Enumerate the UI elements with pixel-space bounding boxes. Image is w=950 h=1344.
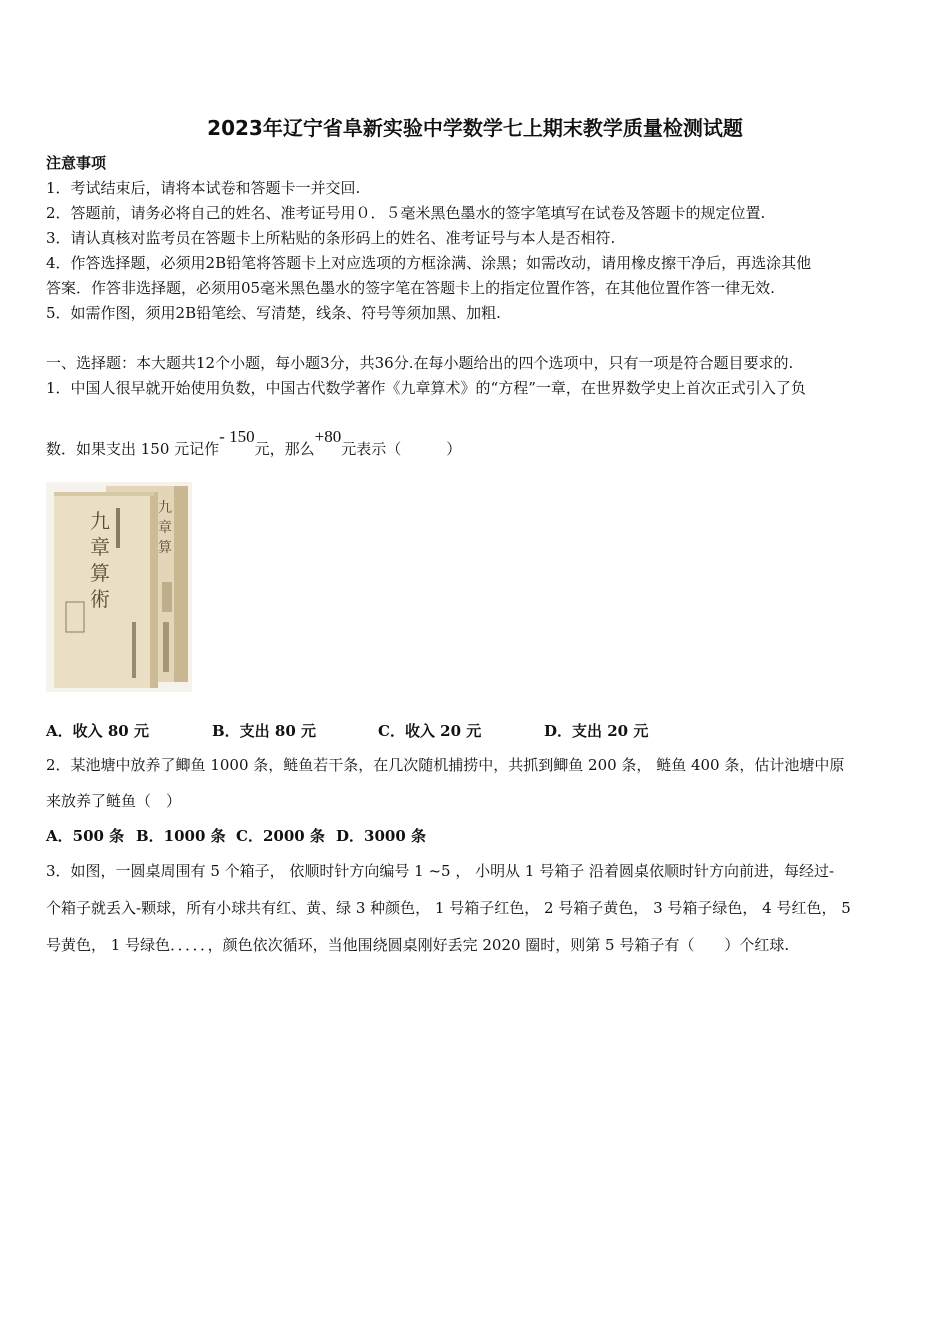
question-1-line-2 bbox=[46, 427, 462, 459]
svg-text:算: 算 bbox=[158, 540, 172, 556]
calligraphy-mark: 九 bbox=[90, 509, 110, 533]
section-heading: 一、选择题：本大题共12个小题，每小题3分，共36分.在每小题给出的四个选项中，只有一项是符合题目要求的. bbox=[46, 354, 794, 372]
option-c[interactable]: C．2000 条 bbox=[236, 827, 325, 845]
question-3-line-3: 号黄色， 1 号绿色．．．．．，颜色依次循环，当他围绕圆桌刚好丢完 2020 圈时，则第 5 号箱子有（ ）个红球. bbox=[46, 936, 790, 954]
math-expression-positive: +80 bbox=[314, 427, 342, 446]
option-a[interactable]: A．收入 80 元 bbox=[46, 722, 149, 740]
question-2-line-1: 2．某池塘中放养了鲫鱼 1000 条，鲢鱼若干条，在几次随机捕捞中，共抓到鲫鱼 200 条， 鲢鱼 400 条，估计池塘中原 bbox=[46, 756, 845, 774]
question-1-text-a: 数．如果支出 150 元记作 bbox=[46, 440, 220, 458]
question-2-options bbox=[46, 825, 426, 846]
option-d[interactable]: D．支出 20 元 bbox=[544, 722, 649, 740]
svg-text:算: 算 bbox=[90, 561, 110, 585]
notice-item: 3．请认真核对监考员在答题卡上所粘贴的条形码上的姓名、准考证号与本人是否相符. bbox=[46, 229, 616, 247]
svg-text:章: 章 bbox=[90, 535, 110, 559]
option-b[interactable]: B．支出 80 元 bbox=[212, 722, 316, 740]
math-expression-negative: - 150 bbox=[219, 427, 255, 446]
option-a[interactable]: A．500 条 bbox=[46, 827, 125, 845]
notice-item: 4．作答选择题，必须用2B铅笔将答题卡上对应选项的方框涂满、涂黑；如需改动，请用橡皮擦干净后，再选涂其他 bbox=[46, 254, 812, 272]
svg-text:章: 章 bbox=[158, 520, 172, 536]
notice-item: 2．答题前，请务必将自己的姓名、准考证号用０．５毫米黑色墨水的签字笔填写在试卷及答题卡的规定位置. bbox=[46, 204, 766, 222]
notice-item: 1．考试结束后，请将本试卷和答题卡一并交回. bbox=[46, 179, 361, 197]
notice-item: 5．如需作图，须用2B铅笔绘、写清楚，线条、符号等须加黑、加粗. bbox=[46, 304, 501, 322]
question-1-text-c: 元表示（ ） bbox=[341, 440, 462, 458]
svg-text:九: 九 bbox=[158, 500, 172, 516]
option-c[interactable]: C．收入 20 元 bbox=[378, 722, 482, 740]
exam-title: 2023年辽宁省阜新实验中学数学七上期末教学质量检测试题 bbox=[207, 116, 743, 140]
question-1-options bbox=[46, 720, 648, 741]
question-1-line-1: 1．中国人很早就开始使用负数，中国古代数学著作《九章算术》的“方程”一章，在世界数学史上首次正式引入了负 bbox=[46, 379, 806, 397]
question-3-line-2: 个箱子就丢入-颗球，所有小球共有红、黄、绿 3 种颜色， 1 号箱子红色， 2 号箱子黄色， 3 号箱子绿色， 4 号红色， 5 bbox=[46, 899, 851, 917]
notice-item: 答案．作答非选择题，必须用05毫米黑色墨水的签字笔在答题卡上的指定位置作答，在其他位置作答一律无效. bbox=[46, 279, 775, 297]
svg-text:術: 術 bbox=[90, 587, 110, 611]
question-3-line-1: 3．如图，一圆桌周围有 5 个箱子， 依顺时针方向编号 1 ~5 ， 小明从 1 号箱子 沿着圆桌依顺时针方向前进，每经过- bbox=[46, 862, 835, 880]
option-d[interactable]: D．3000 条 bbox=[336, 827, 426, 845]
question-2-line-2: 来放养了鲢鱼（ ） bbox=[46, 792, 182, 810]
notice-heading: 注意事项 bbox=[46, 154, 107, 172]
question-1-text-b: 元，那么 bbox=[254, 440, 315, 458]
option-b[interactable]: B．1000 条 bbox=[136, 827, 226, 845]
book-image-jiuzhang-suanshu bbox=[46, 482, 192, 692]
